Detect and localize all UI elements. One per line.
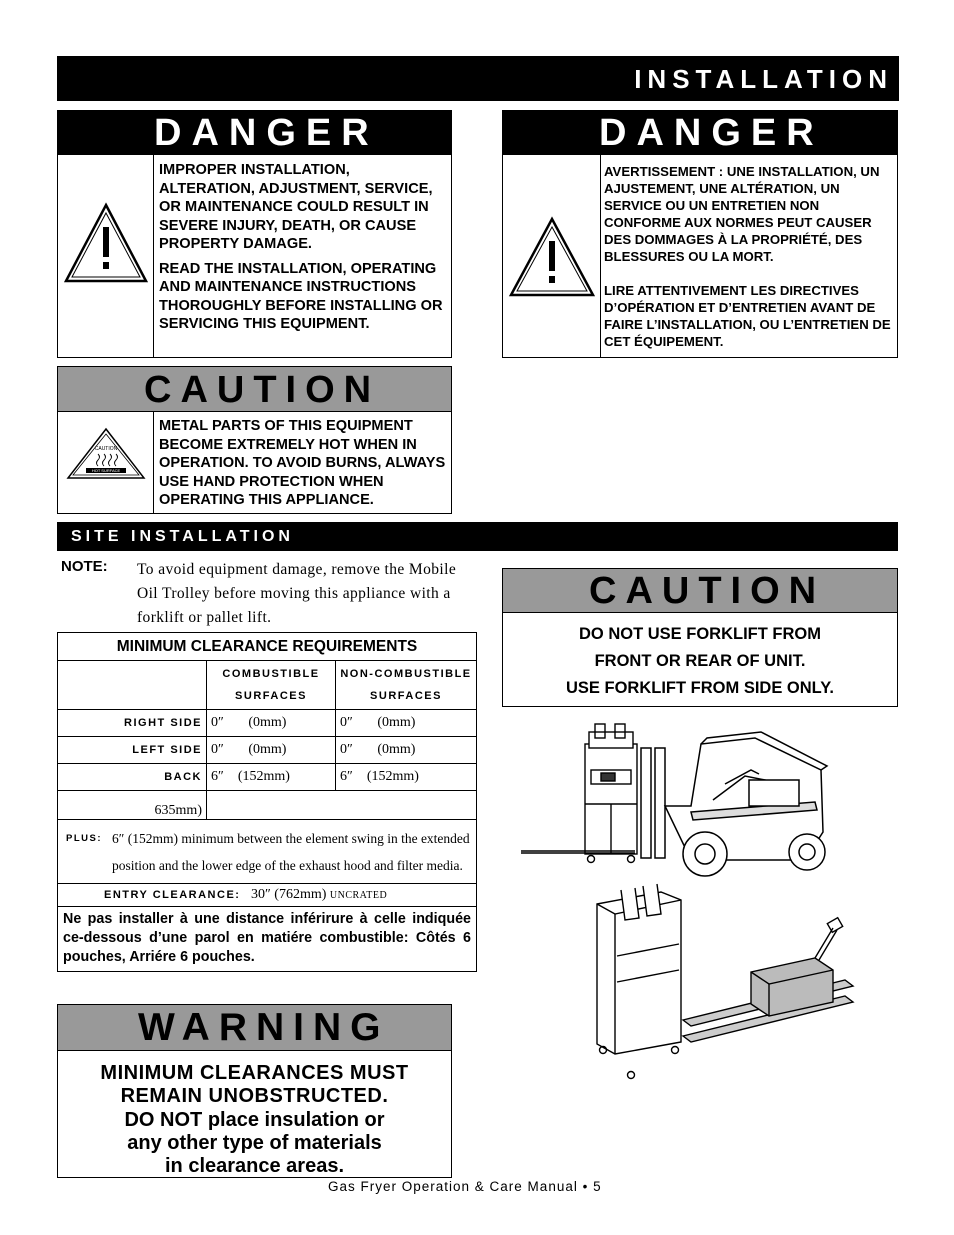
warning-line3: DO NOT place insulation or (124, 1109, 385, 1131)
forklift-illustration (515, 720, 895, 1090)
header-noncombustible-line1: NON-COMBUSTIBLE (340, 668, 472, 680)
row-combustible (207, 764, 336, 791)
header-combustible-line2: SURFACES (235, 690, 307, 702)
plus-text: 6″ (152mm) minimum between the element swing in the extended position and the lower edge of the exhaust hood and filter media. (112, 831, 470, 873)
warning-line2: REMAIN UNOBSTRUCTED. (120, 1085, 389, 1107)
warning-line5: in clearance areas. (164, 1155, 344, 1177)
fryer-on-pallet-illustration (597, 884, 681, 1079)
warning-box (57, 1004, 452, 1178)
danger-box-french (502, 110, 898, 358)
french-note-text: Ne pas installer à une distance inférirure à celle indiquée ce-dessous d’une parol en matiére combustible: Côtés 6 pouches, Arriére 6 pouches. (63, 911, 471, 965)
caution-forklift-title: CAUTION (589, 570, 826, 612)
table-row (58, 764, 477, 791)
danger-icon-cell-fr (503, 155, 601, 357)
warning-text (58, 1062, 451, 1178)
caution-forklift-text (503, 621, 897, 702)
table-row (58, 737, 477, 764)
extra-cell (58, 791, 207, 820)
row-label (58, 764, 207, 791)
value-mm: (0mm) (248, 742, 287, 757)
value-mm: (0mm) (248, 715, 287, 730)
row-combustible (207, 737, 336, 764)
fryer-on-forklift-illustration (585, 724, 637, 863)
pallet-jack-icon (683, 918, 853, 1042)
value-mm: (152mm) (366, 769, 419, 784)
plus-label: PLUS: (66, 833, 102, 844)
value-inches: 0″ (211, 742, 224, 757)
table-title-row (58, 633, 477, 661)
danger-paragraph-2: READ THE INSTALLATION, OPERATING AND MAINTENANCE INSTRUCTIONS THOROUGHLY BEFORE INSTALLING OR SERVICING THIS EQUIPMENT. (159, 260, 443, 332)
danger-paragraph-1: IMPROPER INSTALLATION, ALTERATION, ADJUSTMENT, SERVICE, OR MAINTENANCE COULD RESULT IN SEVERE INJURY, DEATH, OR CAUSE PROPERTY DAMAGE. (159, 162, 433, 252)
value-inches: 6″ (211, 769, 224, 784)
french-note-row (58, 907, 477, 972)
caution-hot-paragraph: METAL PARTS OF THIS EQUIPMENT BECOME EXTREMELY HOT WHEN IN OPERATION. TO AVOID BURNS, ALWAYS USE HAND PROTECTION WHEN OPERATING THIS APPLIANCE. (159, 418, 446, 508)
entry-clearance-suffix: UNCRATED (329, 890, 388, 901)
row-combustible (207, 710, 336, 737)
site-installation-title: SITE INSTALLATION (71, 528, 294, 545)
french-note-cell (58, 907, 477, 972)
warning-triangle-icon (58, 155, 154, 357)
hot-surface-icon (58, 412, 154, 513)
value-inches: 6″ (340, 769, 353, 784)
caution-forklift-box (502, 568, 898, 707)
row-label (58, 710, 207, 737)
entry-clearance-row (58, 884, 477, 907)
caution-forklift-line3: USE FORKLIFT FROM SIDE ONLY. (566, 679, 834, 697)
header-combustible-line1: COMBUSTIBLE (222, 668, 320, 680)
value-mm: (152mm) (237, 769, 290, 784)
plus-row (58, 820, 477, 884)
warning-title: WARNING (138, 1006, 390, 1049)
header-noncombustible-line2: SURFACES (370, 690, 442, 702)
entry-clearance-label: ENTRY CLEARANCE: (104, 889, 241, 901)
value-mm: (0mm) (377, 715, 416, 730)
table-header-row (58, 661, 477, 710)
forklift-icon (521, 732, 827, 876)
plus-cell (58, 820, 477, 884)
caution-forklift-header (503, 569, 897, 613)
warning-line1: MINIMUM CLEARANCES MUST (100, 1062, 409, 1084)
danger-header-fr (503, 111, 897, 155)
value-inches: 0″ (340, 742, 353, 757)
table-title-text: MINIMUM CLEARANCE REQUIREMENTS (116, 637, 418, 655)
entry-clearance-value: 30″ (762mm) (250, 887, 327, 902)
table-header-blank (58, 661, 207, 710)
caution-header (58, 367, 451, 412)
section-header-bar (57, 56, 899, 101)
caution-icon-cell (58, 412, 154, 513)
section-title: INSTALLATION (634, 64, 893, 94)
hot-surface-label-top: CAUTION (94, 446, 118, 452)
row-noncombustible (336, 710, 477, 737)
danger-text (159, 161, 449, 340)
danger-paragraph-1-fr: AVERTISSEMENT : UNE INSTALLATION, UN AJUSTEMENT, UNE ALTÉRATION, UN SERVICE OU UN ENTRETIEN NON CONFORME AUX NORMES PEUT CAUSER DES DOMMAGES À LA PROPRIÉTÉ, DES BLESSURES OU LA MORT. (604, 164, 880, 264)
row-noncombustible (336, 737, 477, 764)
note-label: NOTE: (61, 558, 108, 575)
entry-clearance-cell (58, 884, 477, 907)
danger-icon-cell (58, 155, 154, 357)
danger-header (58, 111, 451, 155)
row-label-text: LEFT SIDE (132, 744, 202, 756)
table-header-noncombustible (336, 661, 477, 710)
hot-surface-label-bottom: HOT SURFACE (91, 468, 121, 473)
page-footer: Gas Fryer Operation & Care Manual • 5 (328, 1179, 602, 1194)
warning-header (58, 1005, 451, 1051)
table-title (58, 633, 477, 661)
row-noncombustible (336, 764, 477, 791)
extra-cell-text: 635mm) (154, 803, 202, 818)
caution-hot-box (57, 366, 452, 514)
caution-forklift-line2: FRONT OR REAR OF UNIT. (594, 652, 806, 670)
value-inches: 0″ (211, 715, 224, 730)
extra-cell-blank (207, 791, 477, 820)
danger-text-fr (604, 163, 898, 356)
caution-hot-text (159, 417, 451, 516)
value-mm: (0mm) (377, 742, 416, 757)
caution-forklift-line1: DO NOT USE FORKLIFT FROM (579, 625, 821, 643)
warning-line4: any other type of materials (127, 1132, 382, 1154)
danger-title: DANGER (154, 112, 379, 154)
danger-title-fr: DANGER (599, 112, 824, 154)
row-label (58, 737, 207, 764)
note-text: To avoid equipment damage, remove the Mobile Oil Trolley before moving this appliance with a forklift or pallet lift. (137, 561, 457, 626)
table-row (58, 710, 477, 737)
value-inches: 0″ (340, 715, 353, 730)
site-installation-bar (57, 522, 898, 551)
table-header-combustible (207, 661, 336, 710)
clearance-table (57, 632, 477, 972)
row-label-text: RIGHT SIDE (124, 717, 202, 729)
warning-triangle-icon (503, 155, 601, 357)
table-row-extra (58, 791, 477, 820)
danger-paragraph-2-fr: LIRE ATTENTIVEMENT LES DIRECTIVES D’OPÉRATION ET D’ENTRETIEN AVANT DE FAIRE L’INSTALLATION, OU L’ENTRETIEN DE CET ÉQUIPEMENT. (604, 283, 891, 349)
caution-title: CAUTION (144, 369, 381, 411)
row-label-text: BACK (164, 771, 202, 783)
danger-box-english (57, 110, 452, 358)
